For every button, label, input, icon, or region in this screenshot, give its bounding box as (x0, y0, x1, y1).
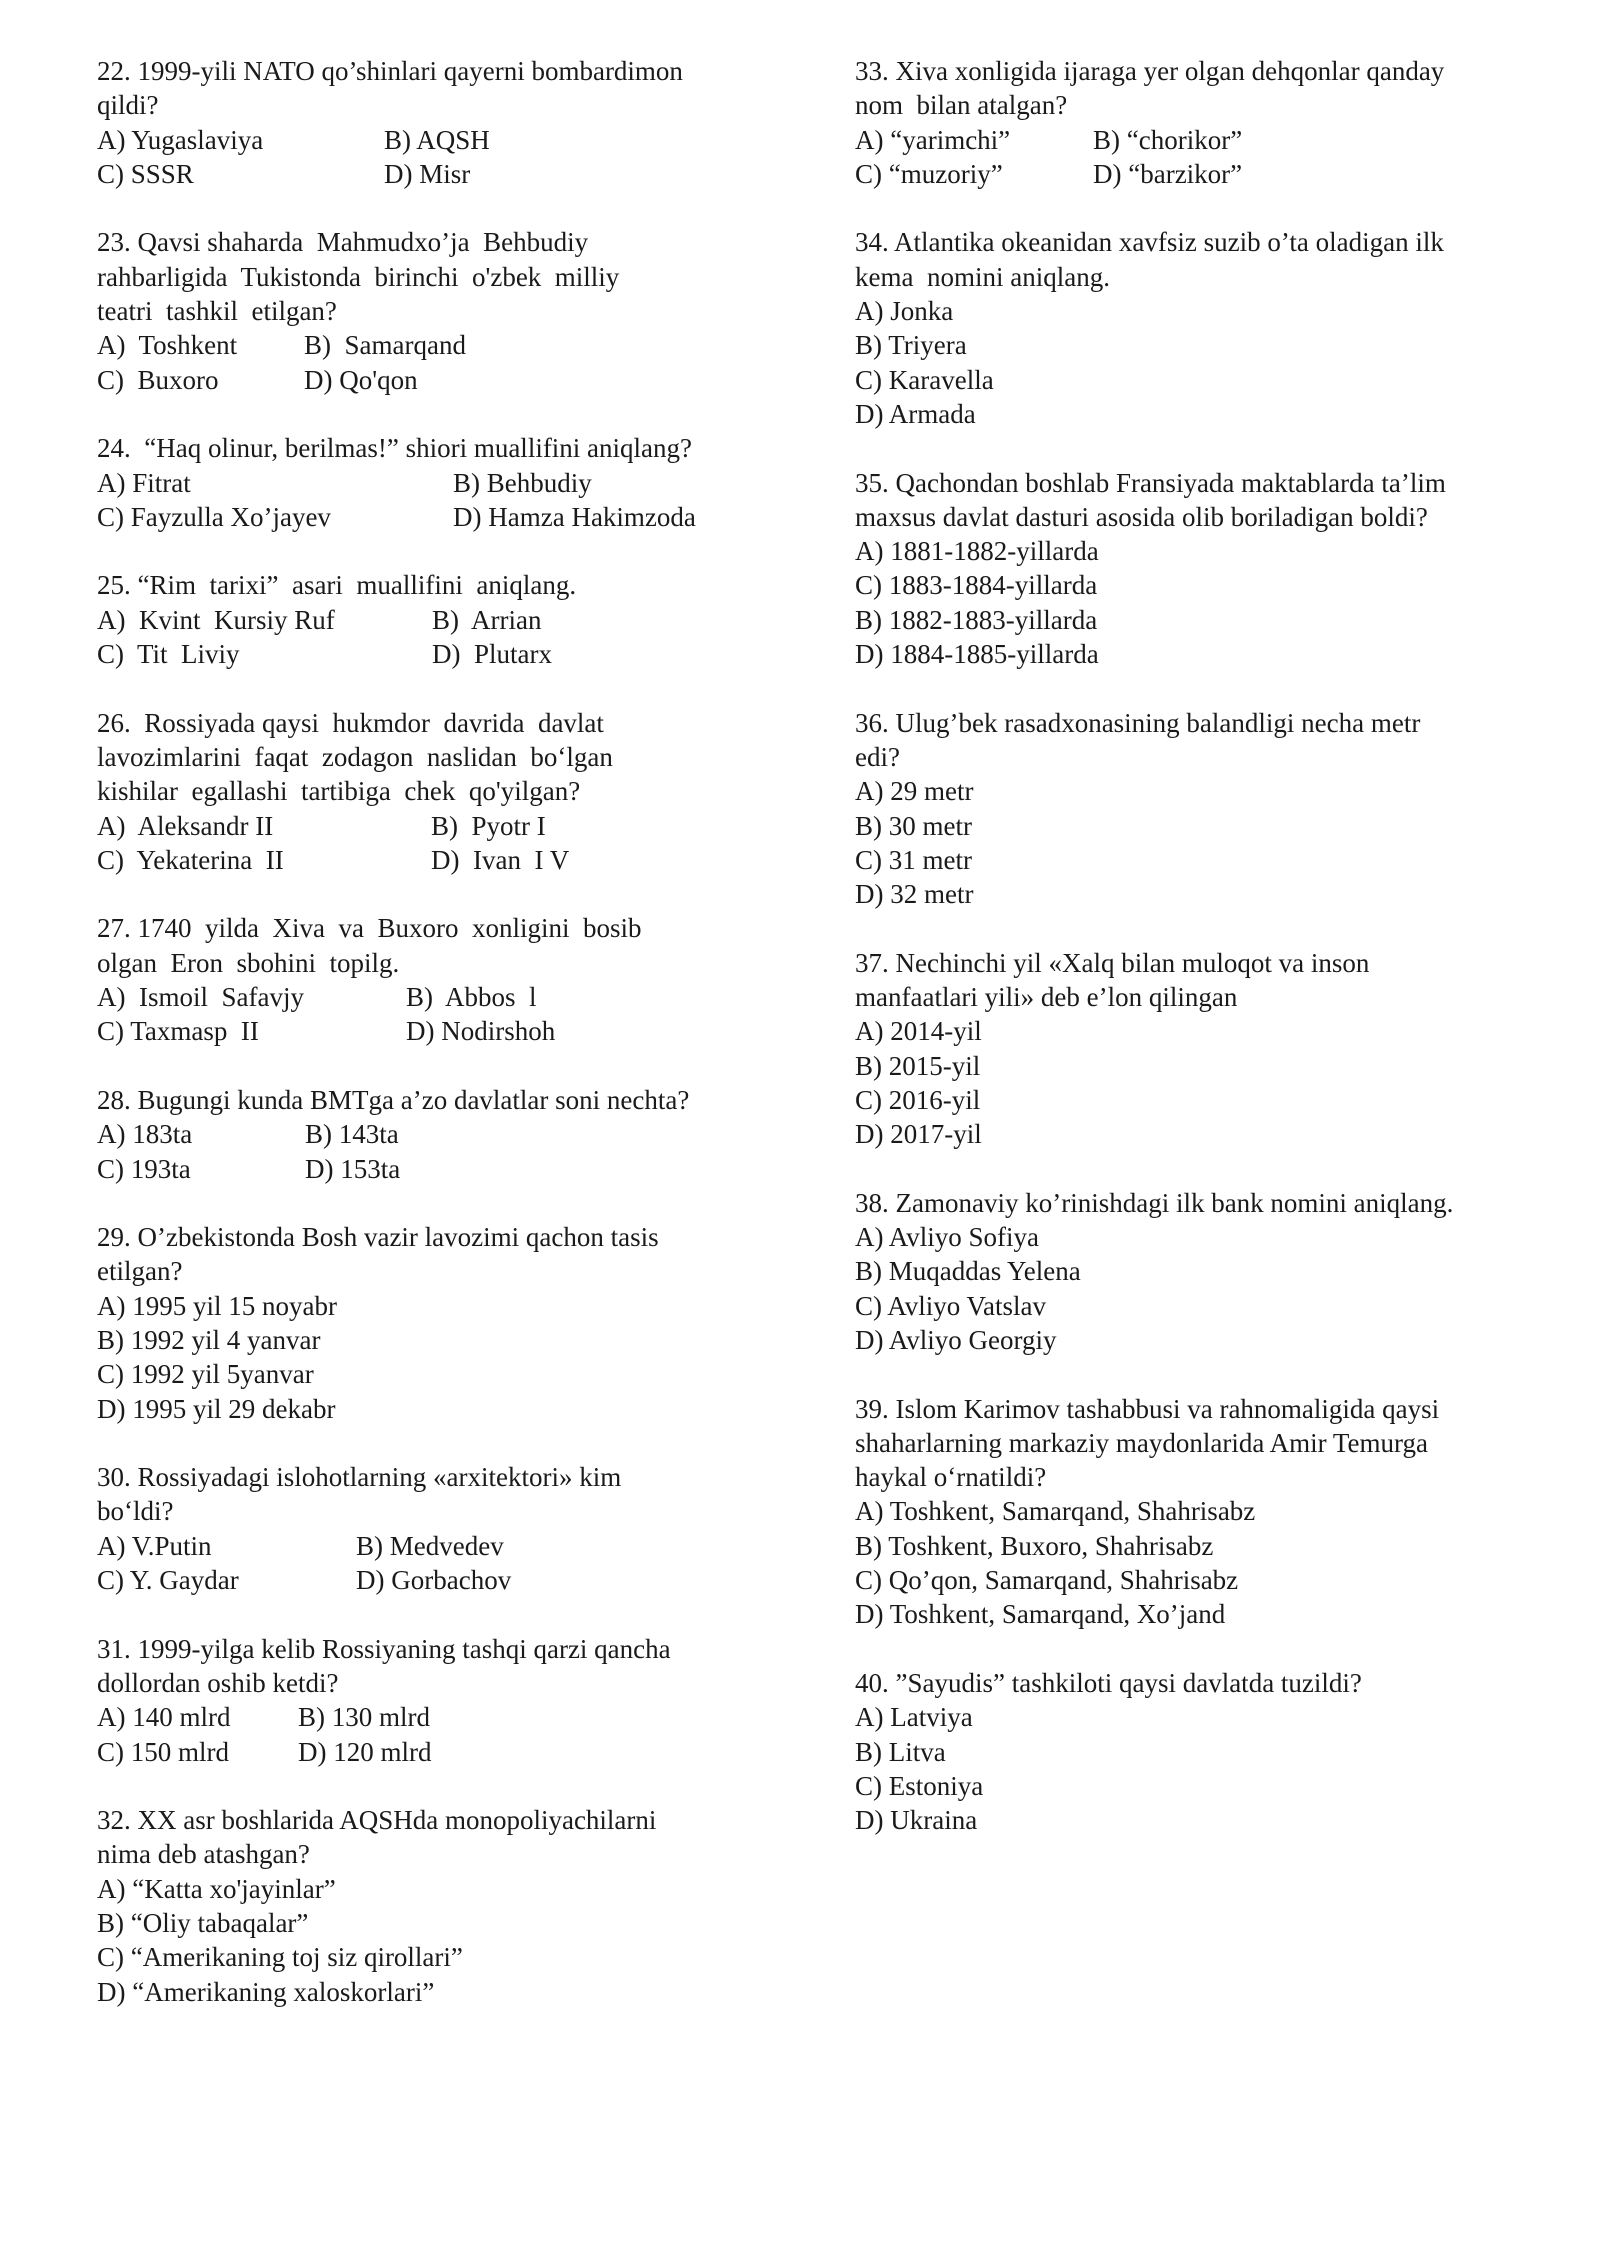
answer-option: A) Toshkent (97, 330, 238, 361)
answer-option: D) Armada (855, 398, 976, 429)
answer-option: B) Samarqand (304, 330, 466, 361)
answer-option: D) Qo'qon (304, 364, 418, 395)
answer-row (855, 123, 1555, 157)
question-block (855, 706, 1555, 912)
answer-option: C) 193ta (97, 1153, 191, 1184)
answer-option: D) 1995 yil 29 dekabr (97, 1393, 336, 1424)
answer-option: C) 31 metr (855, 844, 972, 875)
question-text: 39. Islom Karimov tashabbusi va rahnomaligida qaysi shaharlarning markaziy maydonlarida Amir Temurga haykal o‘rnatildi? (855, 1393, 1440, 1493)
answer-option: D) 1884-1885-yillarda (855, 639, 1099, 670)
question-block (97, 911, 797, 1048)
answer-option: B) 1882-1883-yillarda (855, 604, 1098, 635)
question-text: 23. Qavsi shaharda Mahmudxo’ja Behbudiy rahbarligida Tukistonda birinchi o'zbek milliy teatri tashkil etilgan? (97, 227, 620, 327)
right-column (855, 54, 1555, 1837)
question-spacer (97, 671, 797, 705)
answer-option: A) 1881-1882-yillarda (855, 536, 1099, 567)
answer-option: B) AQSH (384, 124, 490, 155)
answer-option: B) Toshkent, Buxoro, Shahrisabz (855, 1530, 1214, 1561)
answer-option: B) 2015-yil (855, 1050, 981, 1081)
answer-option: A) Avliyo Sofiya (855, 1222, 1039, 1253)
answer-option: A) Toshkent, Samarqand, Shahrisabz (855, 1496, 1256, 1527)
answer-option: B) Medvedev (356, 1530, 504, 1561)
question-spacer (855, 191, 1555, 225)
question-spacer (855, 911, 1555, 945)
answer-option: B) Pyotr I (431, 810, 546, 841)
answer-option: C) Taxmasp II (97, 1016, 259, 1047)
answer-option: D) Plutarx (432, 639, 552, 670)
question-spacer (97, 534, 797, 568)
answer-option: A) Yugaslaviya (97, 124, 264, 155)
answer-row (97, 603, 797, 637)
answer-option: C) 1992 yil 5yanvar (97, 1359, 314, 1390)
question-spacer (97, 1769, 797, 1803)
answer-row (97, 1700, 797, 1734)
question-text: 32. XX asr boshlarida AQSHda monopoliyachilarni nima deb atashgan? (97, 1805, 657, 1870)
answer-option: C) Qo’qon, Samarqand, Shahrisabz (855, 1565, 1239, 1596)
answer-row (97, 363, 797, 397)
answer-option: D) 32 metr (855, 879, 974, 910)
question-spacer (855, 1632, 1555, 1666)
answer-row (855, 157, 1555, 191)
question-text: 26. Rossiyada qaysi hukmdor davrida davlat lavozimlarini faqat zodagon naslidan bo‘lgan kishilar egallashi tartibiga chek qo'yilgan? (97, 707, 613, 807)
answer-option: A) “Katta xo'jayinlar” (97, 1873, 336, 1904)
answer-option: A) Ismoil Safavjy (97, 982, 304, 1013)
question-spacer (97, 397, 797, 431)
question-block (97, 54, 797, 191)
answer-option: D) “barzikor” (1093, 158, 1243, 189)
question-block (97, 1220, 797, 1426)
answer-row (97, 328, 797, 362)
question-block (855, 225, 1555, 431)
answer-option: C) Y. Gaydar (97, 1565, 239, 1596)
answer-row (97, 500, 797, 534)
question-text: 38. Zamonaviy ko’rinishdagi ilk bank nomini aniqlang. (855, 1187, 1454, 1218)
answer-option: B) “chorikor” (1093, 124, 1243, 155)
question-text: 36. Ulug’bek rasadxonasining balandligi necha metr edi? (855, 707, 1421, 772)
question-text: 24. “Haq olinur, berilmas!” shiori muallifini aniqlang? (97, 433, 693, 464)
question-text: 28. Bugungi kunda BMTga a’zo davlatlar soni nechta? (97, 1084, 690, 1115)
question-block (97, 431, 797, 534)
question-block (97, 1632, 797, 1769)
answer-option: D) “Amerikaning xaloskorlari” (97, 1976, 435, 2007)
answer-option: B) 130 mlrd (298, 1702, 430, 1733)
answer-option: C) Buxoro (97, 364, 219, 395)
question-text: 27. 1740 yilda Xiva va Buxoro xonligini bosib olgan Eron sbohini topilg. (97, 913, 642, 978)
answer-row (97, 1014, 797, 1048)
answer-option: A) 2014-yil (855, 1016, 982, 1047)
answer-option: C) 2016-yil (855, 1084, 981, 1115)
answer-option: B) Abbos l (406, 982, 537, 1013)
question-spacer (97, 1597, 797, 1631)
answer-option: C) Estoniya (855, 1770, 984, 1801)
question-spacer (97, 191, 797, 225)
left-column (97, 54, 797, 2009)
answer-option: A) Kvint Kursiy Ruf (97, 604, 335, 635)
answer-row (97, 809, 797, 843)
answer-option: D) 120 mlrd (298, 1736, 432, 1767)
answer-row (97, 466, 797, 500)
answer-option: B) 30 metr (855, 810, 972, 841)
answer-option: A) 1995 yil 15 noyabr (97, 1290, 337, 1321)
question-spacer (97, 1049, 797, 1083)
answer-row (97, 980, 797, 1014)
answer-option: D) 153ta (305, 1153, 401, 1184)
question-block (97, 706, 797, 877)
question-text: 31. 1999-yilga kelib Rossiyaning tashqi qarzi qancha dollordan oshib ketdi? (97, 1633, 671, 1698)
question-spacer (97, 877, 797, 911)
answer-option: C) Avliyo Vatslav (855, 1290, 1047, 1321)
answer-option: C) “muzoriy” (855, 158, 1003, 189)
answer-option: B) “Oliy tabaqalar” (97, 1908, 309, 1939)
question-spacer (97, 1186, 797, 1220)
question-block (855, 1186, 1555, 1357)
answer-option: C) SSSR (97, 158, 194, 189)
question-block (97, 225, 797, 396)
answer-option: B) Muqaddas Yelena (855, 1256, 1081, 1287)
answer-option: B) 1992 yil 4 yanvar (97, 1324, 321, 1355)
answer-option: A) Fitrat (97, 467, 191, 498)
answer-row (97, 1735, 797, 1769)
question-text: 22. 1999-yili NATO qo’shinlari qayerni bombardimon qildi? (97, 56, 683, 121)
answer-row (97, 123, 797, 157)
question-spacer (855, 431, 1555, 465)
answer-row (97, 1117, 797, 1151)
answer-option: A) V.Putin (97, 1530, 212, 1561)
answer-option: B) Arrian (432, 604, 542, 635)
question-text: 30. Rossiyadagi islohotlarning «arxitektori» kim bo‘ldi? (97, 1462, 622, 1527)
question-block (855, 1666, 1555, 1837)
question-block (97, 1083, 797, 1186)
question-text: 40. ”Sayudis” tashkiloti qaysi davlatda tuzildi? (855, 1667, 1362, 1698)
question-block (97, 1803, 797, 2009)
answer-option: D) Misr (384, 158, 471, 189)
question-text: 25. “Rim tarixi” asari muallifini aniqlang. (97, 570, 577, 601)
answer-option: A) Aleksandr II (97, 810, 274, 841)
question-block (855, 1392, 1555, 1632)
answer-option: A) 183ta (97, 1119, 193, 1150)
question-block (855, 54, 1555, 191)
answer-option: A) 29 metr (855, 776, 974, 807)
answer-row (97, 843, 797, 877)
answer-option: D) Toshkent, Samarqand, Xo’jand (855, 1599, 1226, 1630)
answer-option: D) Gorbachov (356, 1565, 512, 1596)
answer-option: D) Nodirshoh (406, 1016, 556, 1047)
answer-option: D) Ivan I V (431, 844, 570, 875)
answer-option: C) Yekaterina II (97, 844, 284, 875)
answer-option: A) Latviya (855, 1702, 973, 1733)
answer-option: B) 143ta (305, 1119, 399, 1150)
answer-option: B) Triyera (855, 330, 967, 361)
question-spacer (855, 1152, 1555, 1186)
answer-option: A) Jonka (855, 296, 954, 327)
answer-row (97, 1563, 797, 1597)
answer-option: D) Ukraina (855, 1805, 978, 1836)
question-spacer (855, 671, 1555, 705)
question-text: 35. Qachondan boshlab Fransiyada maktablarda ta’lim maxsus davlat dasturi asosida olib boriladigan boldi? (855, 467, 1446, 532)
answer-option: D) 2017-yil (855, 1119, 982, 1150)
answer-option: A) “yarimchi” (855, 124, 1011, 155)
question-text: 33. Xiva xonligida ijaraga yer olgan dehqonlar qanday nom bilan atalgan? (855, 56, 1445, 121)
answer-row (97, 1529, 797, 1563)
answer-option: C) 1883-1884-yillarda (855, 570, 1098, 601)
answer-option: C) Karavella (855, 364, 994, 395)
question-text: 34. Atlantika okeanidan xavfsiz suzib o’ta oladigan ilk kema nomini aniqlang. (855, 227, 1444, 292)
answer-option: D) Hamza Hakimzoda (453, 501, 696, 532)
question-block (97, 1460, 797, 1597)
answer-option: C) Fayzulla Xo’jayev (97, 501, 331, 532)
answer-row (97, 1152, 797, 1186)
question-text: 37. Nechinchi yil «Xalq bilan muloqot va inson manfaatlari yili» deb e’lon qilingan (855, 947, 1370, 1013)
answer-option: C) “Amerikaning toj siz qirollari” (97, 1942, 463, 1973)
question-spacer (855, 1357, 1555, 1391)
answer-row (97, 157, 797, 191)
answer-option: B) Litva (855, 1736, 946, 1767)
question-text: 29. O’zbekistonda Bosh vazir lavozimi qachon tasis etilgan? (97, 1222, 659, 1287)
answer-option: C) 150 mlrd (97, 1736, 229, 1767)
answer-option: A) 140 mlrd (97, 1702, 231, 1733)
answer-option: D) Avliyo Georgiy (855, 1324, 1057, 1355)
answer-row (97, 637, 797, 671)
question-spacer (97, 1426, 797, 1460)
question-block (97, 568, 797, 671)
answer-option: C) Tit Liviy (97, 639, 240, 670)
question-block (855, 946, 1555, 1152)
question-block (855, 466, 1555, 672)
answer-option: B) Behbudiy (453, 467, 592, 498)
